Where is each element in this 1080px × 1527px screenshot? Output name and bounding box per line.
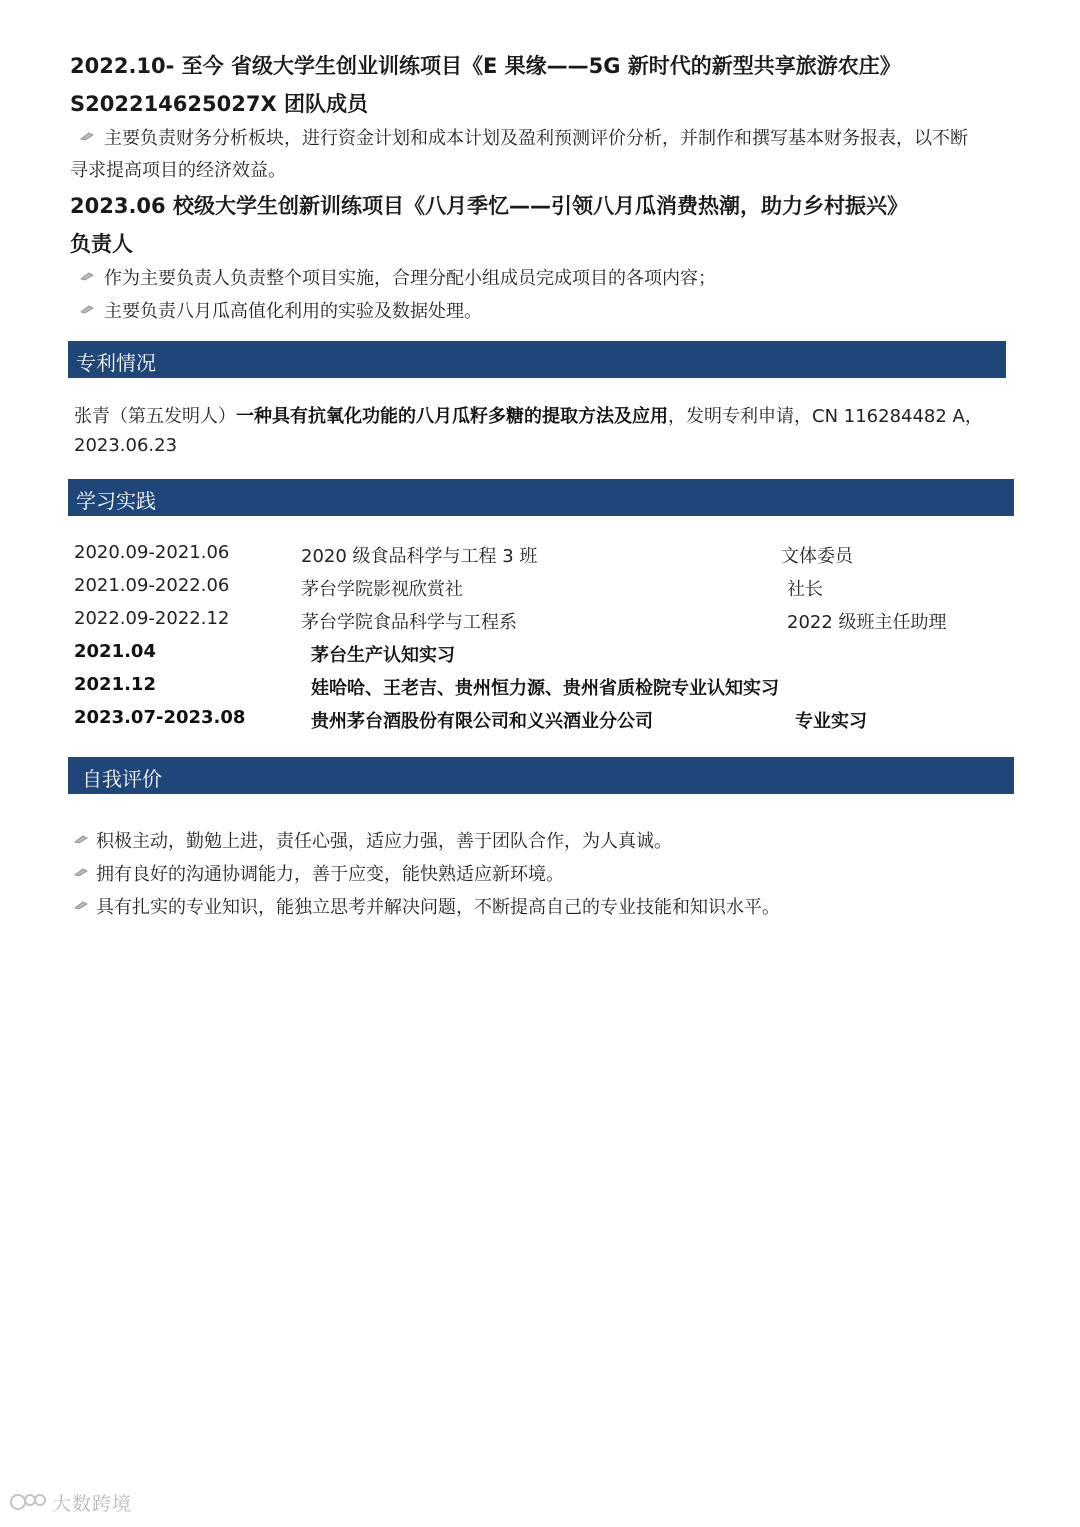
internship-date: 2023.07-2023.08 (74, 707, 246, 728)
project-2-subheading: 负责人 (70, 232, 133, 256)
section-title: 学习实践 (76, 489, 156, 513)
project-1-bullet-1-cont: 寻求提高项目的经济效益。 (70, 160, 286, 181)
internship-date: 2021.04 (74, 641, 156, 662)
self-eval-section-header (68, 757, 1014, 794)
practice-row-org: 茅台学院影视欣赏社 (301, 579, 463, 600)
project-1-heading: 2022.10- 至今 省级大学生创业训练项目《E 果缘——5G 新时代的新型共享旅游农庄》 (70, 54, 901, 78)
project-1-subheading: S202214625027X 团队成员 (70, 92, 368, 116)
bullet-icon (80, 131, 94, 141)
patent-date: 2023.06.23 (74, 435, 178, 456)
watermark-logo-icon (8, 1492, 48, 1517)
bullet-icon (80, 271, 94, 281)
project-2-heading: 2023.06 校级大学生创新训练项目《八月季忆——引领八月瓜消费热潮，助力乡村振兴》 (70, 194, 908, 218)
project-2-bullet-2: 主要负责八月瓜高值化利用的实验及数据处理。 (104, 301, 482, 322)
practice-row-date: 2021.09-2022.06 (74, 575, 230, 596)
self-eval-item: 拥有良好的沟通协调能力，善于应变，能快熟适应新环境。 (96, 864, 564, 885)
practice-row-org: 2020 级食品科学与工程 3 班 (301, 546, 538, 567)
bullet-icon (74, 900, 88, 910)
internship-org: 娃哈哈、王老吉、贵州恒力源、贵州省质检院专业认知实习 (311, 678, 779, 699)
bullet-icon (80, 304, 94, 314)
internship-org: 茅台生产认知实习 (311, 645, 455, 666)
practice-row-role: 2022 级班主任助理 (787, 612, 947, 633)
practice-row-role: 文体委员 (781, 546, 853, 567)
bullet-icon (74, 867, 88, 877)
internship-org: 贵州茅台酒股份有限公司和义兴酒业分公司 (311, 711, 653, 732)
watermark-text: 大数跨境 (52, 1493, 133, 1515)
self-eval-item: 具有扎实的专业知识，能独立思考并解决问题，不断提高自己的专业技能和知识水平。 (96, 897, 780, 918)
patent-line (74, 402, 983, 428)
internship-role: 专业实习 (795, 711, 867, 732)
patent-title: 一种具有抗氧化功能的八月瓜籽多糖的提取方法及应用 (236, 406, 668, 427)
project-1-bullet-1: 主要负责财务分析板块，进行资金计划和成本计划及盈利预测评价分析，并制作和撰写基本财务报表，以不断 (104, 128, 968, 149)
patent-detail: ，发明专利申请，CN 116284482 A， (668, 406, 983, 427)
bullet-icon (74, 834, 88, 844)
practice-row-role: 社长 (787, 579, 823, 600)
patent-author: 张青（第五发明人） (74, 406, 236, 427)
watermark (8, 1489, 132, 1517)
section-title: 专利情况 (76, 351, 156, 375)
practice-row-org: 茅台学院食品科学与工程系 (301, 612, 517, 633)
self-eval-item: 积极主动，勤勉上进，责任心强，适应力强，善于团队合作，为人真诚。 (96, 831, 672, 852)
project-2-bullet-1: 作为主要负责人负责整个项目实施，合理分配小组成员完成项目的各项内容； (104, 268, 716, 289)
section-title: 自我评价 (82, 767, 162, 791)
practice-section-header (68, 479, 1014, 516)
patent-section-header (68, 341, 1006, 378)
practice-row-date: 2020.09-2021.06 (74, 542, 230, 563)
practice-row-date: 2022.09-2022.12 (74, 608, 230, 629)
internship-date: 2021.12 (74, 674, 156, 695)
